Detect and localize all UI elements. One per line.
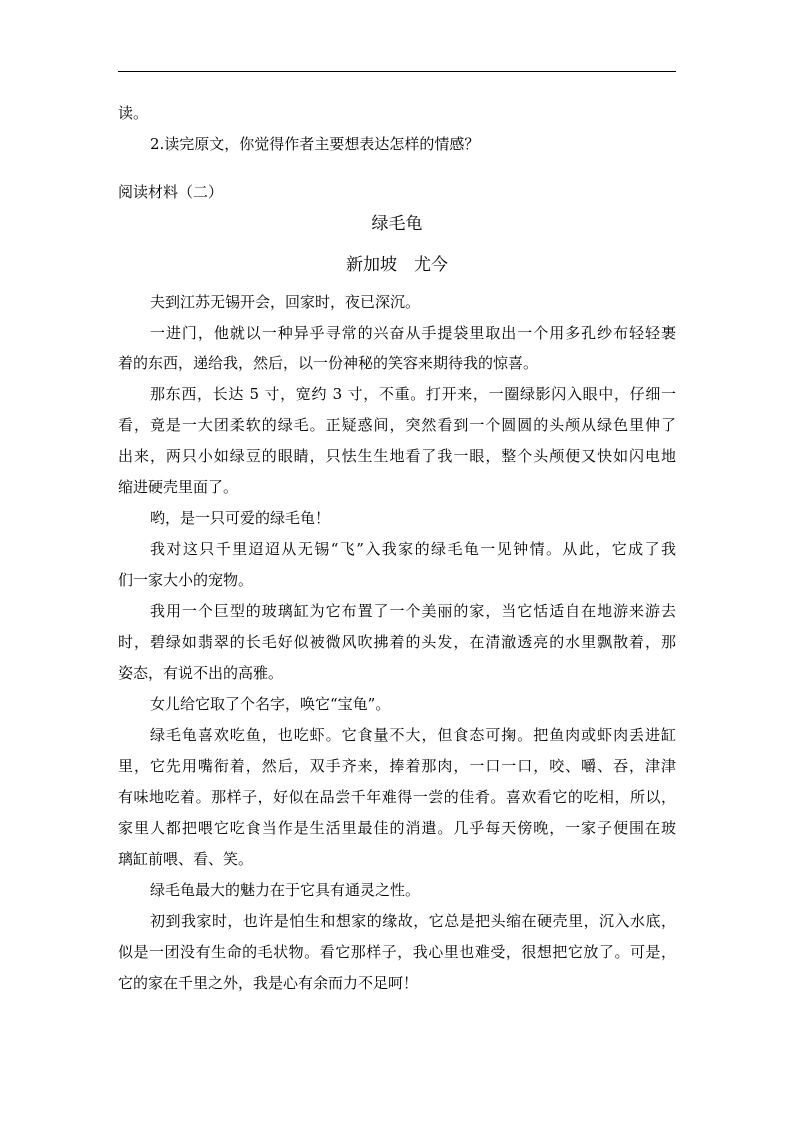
- article-title: 绿毛龟: [371, 214, 423, 234]
- question-2: 2.读完原文，你觉得作者主要想表达怎样的情感？: [150, 135, 480, 153]
- article-line: 里，它先用嘴衔着，然后，双手齐来，捧着那肉，一口一口，咬、嚼、吞，津津: [118, 757, 676, 775]
- article-line: 女儿给它取了个名字，唤它“宝龟”。: [150, 695, 391, 713]
- article-line: 着的东西，递给我，然后，以一份神秘的笑容来期待我的惊喜。: [118, 354, 539, 372]
- article-line: 那东西，长达 5 寸，宽约 3 寸，不重。打开来，一圈绿影闪入眼中，仔细一: [150, 385, 676, 403]
- article-line: 夫到江苏无锡开会，回家时，夜已深沉。: [150, 293, 421, 311]
- article-line: 我对这只千里迢迢从无锡“飞”入我家的绿毛龟一见钟情。从此，它成了我: [150, 540, 676, 558]
- article-line: 似是一团没有生命的毛状物。看它那样子，我心里也难受，很想把它放了。可是，: [118, 943, 676, 961]
- article-line: 们一家大小的宠物。: [118, 571, 254, 589]
- article-line: 看，竟是一大团柔软的绿毛。正疑惑间，突然看到一个圆圆的头颅从绿色里伸了: [118, 416, 676, 434]
- article-line: 家里人都把喂它吃食当作是生活里最佳的消遣。几乎每天傍晚，一家子便围在玻: [118, 819, 676, 837]
- article-author: 新加坡 尤今: [346, 255, 448, 275]
- article-line: 它的家在千里之外，我是心有余而力不足呵！: [118, 974, 419, 992]
- article-line: 哟，是一只可爱的绿毛龟！: [150, 509, 331, 527]
- article-line: 缩进硬壳里面了。: [118, 478, 239, 496]
- article-line: 一进门，他就以一种异乎寻常的兴奋从手提袋里取出一个用多孔纱布轻轻裹: [150, 324, 676, 342]
- header-rule: [118, 71, 676, 72]
- article-line: 绿毛龟最大的魅力在于它具有通灵之性。: [150, 881, 421, 899]
- article-line: 出来，两只小如绿豆的眼睛，只怯生生地看了我一眼，整个头颅便又快如闪电地: [118, 447, 676, 465]
- section-heading: 阅读材料（二）: [118, 183, 224, 201]
- question-tail: 读。: [118, 104, 149, 122]
- article-line: 绿毛龟喜欢吃鱼，也吃虾。它食量不大，但食态可掬。把鱼肉或虾肉丢进缸: [150, 726, 676, 744]
- article-line: 初到我家时，也许是怕生和想家的缘故，它总是把头缩在硬壳里，沉入水底，: [150, 912, 676, 930]
- article-line: 时，碧绿如翡翠的长毛好似被微风吹拂着的头发，在清澈透亮的水里飘散着，那: [118, 633, 676, 651]
- article-line: 姿态，有说不出的高雅。: [118, 664, 284, 682]
- article-line: 我用一个巨型的玻璃缸为它布置了一个美丽的家，当它恬适自在地游来游去: [150, 602, 676, 620]
- article-line: 璃缸前喂、看、笑。: [118, 850, 254, 868]
- article-line: 有味地吃着。那样子，好似在品尝千年难得一尝的佳肴。喜欢看它的吃相，所以，: [118, 788, 676, 806]
